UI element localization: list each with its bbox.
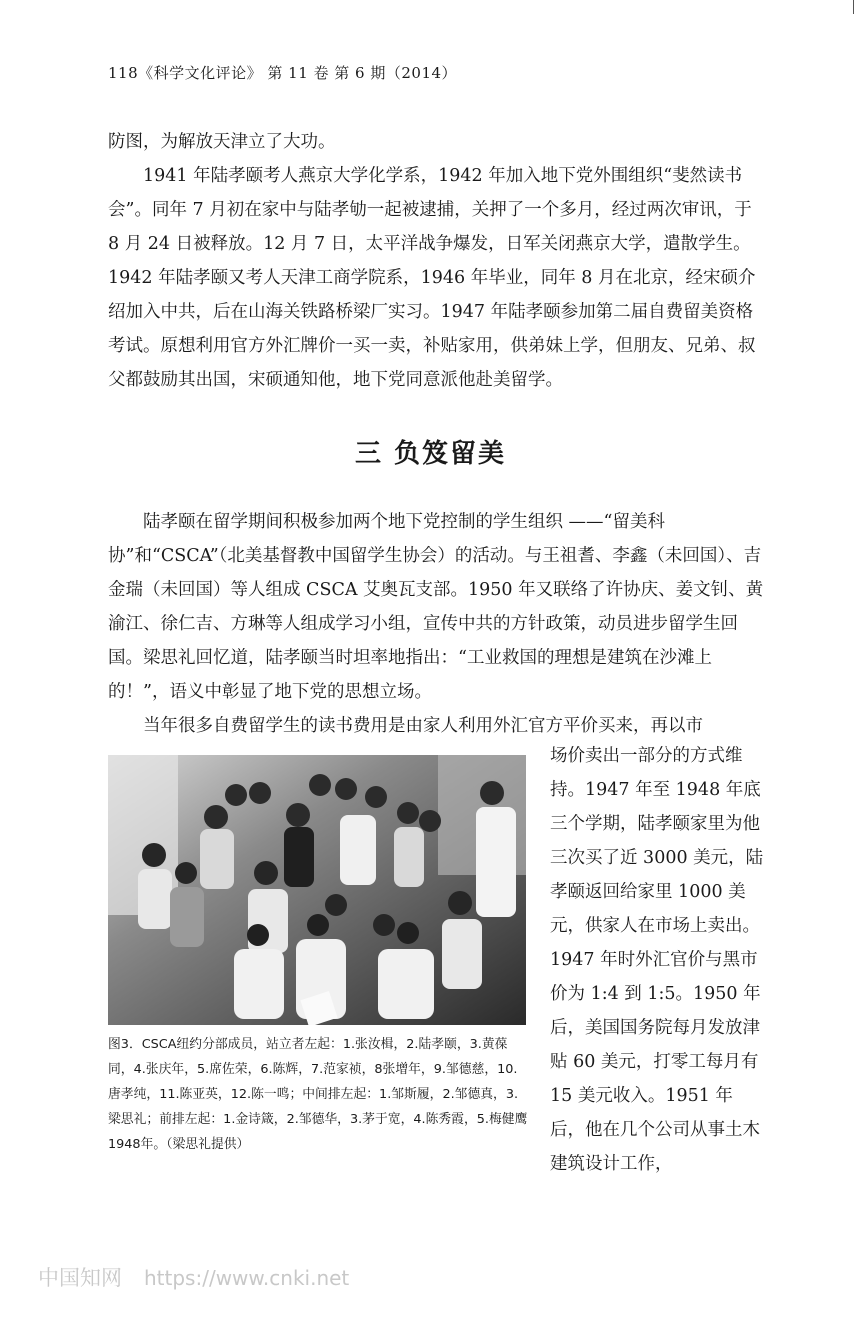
paragraph-continuation: 防图，为解放天津立了大功。 [108, 132, 336, 152]
running-header: 118《科学文化评论》 第 11 卷 第 6 期（2014） [108, 64, 458, 82]
watermark-brand: 中国知网 [38, 1266, 122, 1290]
group-photo [108, 755, 526, 1025]
paragraph-tuition: 当年很多自费留学生的读书费用是由家人利用外汇官方平价买来，再以市 [143, 716, 703, 736]
paragraph-study-abroad: 陆孝颐在留学期间积极参加两个地下党控制的学生组织 ——“留美科协”和“CSCA”（北美基督教中国留学生协会）的活动。与王祖耆、李鑫（未回国）、吉金瑞（未回国）等人组成 CSCA 艾奥瓦支部。1950 年又联络了许协庆、姜文钊、黄渝江、徐仁吉、方琳等人组成学习小组，宣传中共的方针政策，动员进步留学生回国。梁思礼回忆道，陆孝颐当时坦率地指出：“工业救国的理想是建筑在沙滩上的！”，语义中彰显了地下党的思想立场。 [108, 512, 764, 702]
cnki-watermark [38, 1262, 349, 1292]
section-title: 三 负笈留美 [354, 439, 507, 469]
page-edge-mark [853, 0, 854, 14]
paragraph-tuition-side-column: 场价卖出一部分的方式维持。1947 年至 1948 年底三个学期，陆孝颐家里为他三次买了近 3000 美元，陆孝颐返回给家里 1000 美元，供家人在市场上卖出。1947 年时外汇官价与黑市价为 1:4 到 1:5。1950 年后，美国国务院每月发放津贴 60 美元，打零工每月有 15 美元收入。1951 年后，他在几个公司从事土木建筑设计工作， [550, 746, 764, 1174]
paragraph-1941: 1941 年陆孝颐考人燕京大学化学系，1942 年加入地下党外围组织“斐然读书会”。同年 7 月初在家中与陆孝劬一起被逮捕，关押了一个多月，经过两次审讯，于 8 月 24 日被释放。12 月 7 日，太平洋战争爆发，日军关闭燕京大学，遣散学生。1942 年陆孝颐又考人天津工商学院系，1946 年毕业，同年 8 月在北京，经宋硕介绍加入中共，后在山海关铁路桥梁厂实习。1947 年陆孝颐参加第二届自费留美资格考试。原想利用官方外汇牌价一买一卖，补贴家用，供弟妹上学，但朋友、兄弟、叔父都鼓励其出国，宋硕通知他，地下党同意派他赴美留学。 [108, 166, 756, 390]
watermark-url: https://www.cnki.net [144, 1266, 350, 1290]
figure-caption: 图3．CSCA纽约分部成员，站立者左起：1.张汝楫，2.陆孝颐，3.黄葆同，4.张庆年，5.席佐荣，6.陈辉，7.范家祯，8张增年，9.邹德慈，10.唐孝纯，11.陈亚英，12.陈一鸣；中间排左起：1.邹斯履，2.邹德真，3.梁思礼；前排左起：1.金诗箴，2.邹德华，3.茅于宽，4.陈秀霞，5.梅健鹰 1948年。（梁思礼提供） [108, 1037, 528, 1152]
